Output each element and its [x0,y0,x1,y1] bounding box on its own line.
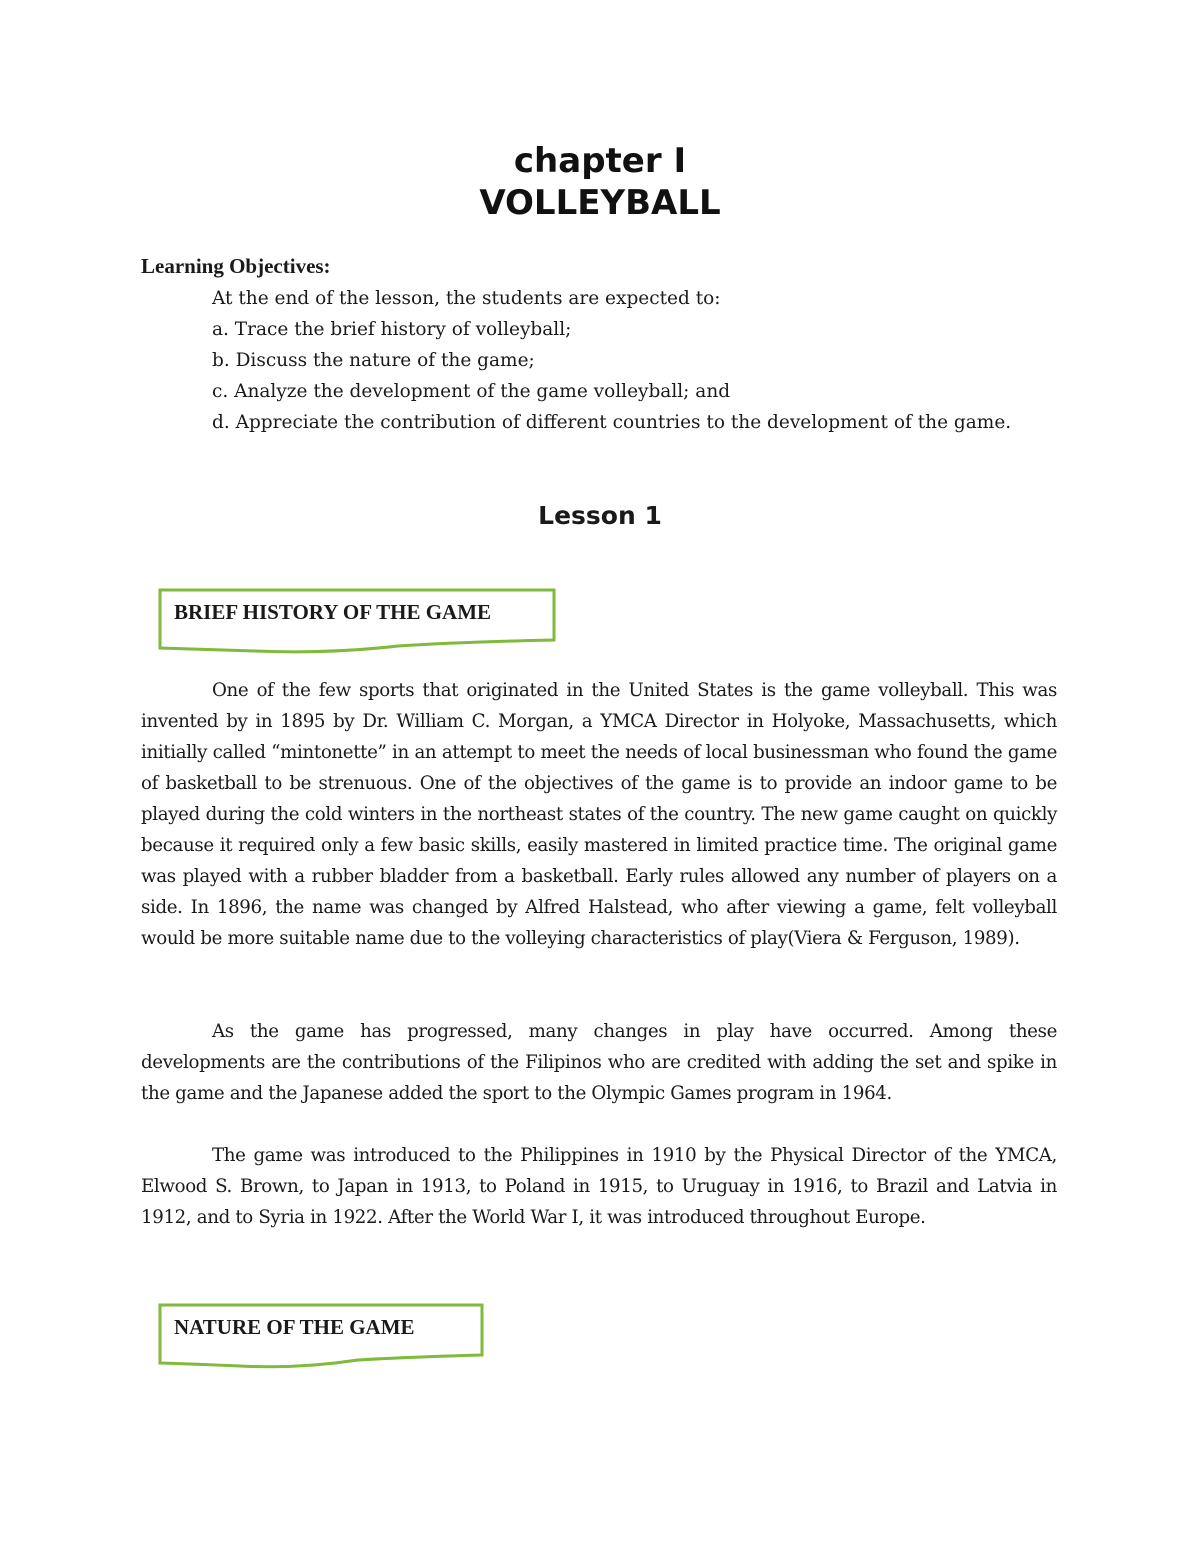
chapter-name: VOLLEYBALL [479,183,721,223]
chapter-label: chapter I [513,141,687,181]
objective-item: c. Analyze the development of the game volleyball; and [212,381,731,402]
learning-objectives-heading: Learning Objectives: [141,254,331,278]
chapter-title [0,140,1200,224]
objective-item: a. Trace the brief history of volleyball; [212,319,572,340]
history-heading: BRIEF HISTORY OF THE GAME [174,600,492,624]
nature-heading: NATURE OF THE GAME [174,1315,415,1339]
history-paragraph-2: As the game has progressed, many changes in play have occurred. Among these developments are the contributions of the Filipinos who are credited with adding the set and spike in the game and the Japanese added the sport to the Olympic Games program in 1964. [141,1021,1057,1104]
lesson-title: Lesson 1 [538,501,662,530]
history-paragraph-3: The game was introduced to the Philippines in 1910 by the Physical Director of the YMCA, Elwood S. Brown, to Japan in 1913, to Poland in 1915, to Uruguay in 1916, to Brazil and Latvia in 1912, and to Syria in 1922. After the World War I, it was introduced throughout Europe. [141,1145,1057,1228]
history-paragraph-1: One of the few sports that originated in the United States is the game volleyball. This was invented by in 1895 by Dr. William C. Morgan, a YMCA Director in Holyoke, Massachusetts, which initially called “mintonette” in an attempt to meet the needs of local businessman who found the game of basketball to be strenuous. One of the objectives of the game is to provide an indoor game to be played during the cold winters in the northeast states of the country. The new game caught on quickly because it required only a few basic skills, easily mastered in limited practice time. The original game was played with a rubber bladder from a basketball. Early rules allowed any number of players on a side. In 1896, the name was changed by Alfred Halstead, who after viewing a game, felt volleyball would be more suitable name due to the volleying characteristics of play(Viera & Ferguson, 1989). [141,680,1057,949]
objective-item: b. Discuss the nature of the game; [212,350,535,371]
objective-item: d. Appreciate the contribution of different countries to the development of the game. [212,412,1012,433]
learning-objectives-list [212,283,1112,438]
history-heading-box [158,588,558,656]
nature-heading-box [158,1303,486,1371]
objectives-intro: At the end of the lesson, the students are expected to: [212,288,721,309]
